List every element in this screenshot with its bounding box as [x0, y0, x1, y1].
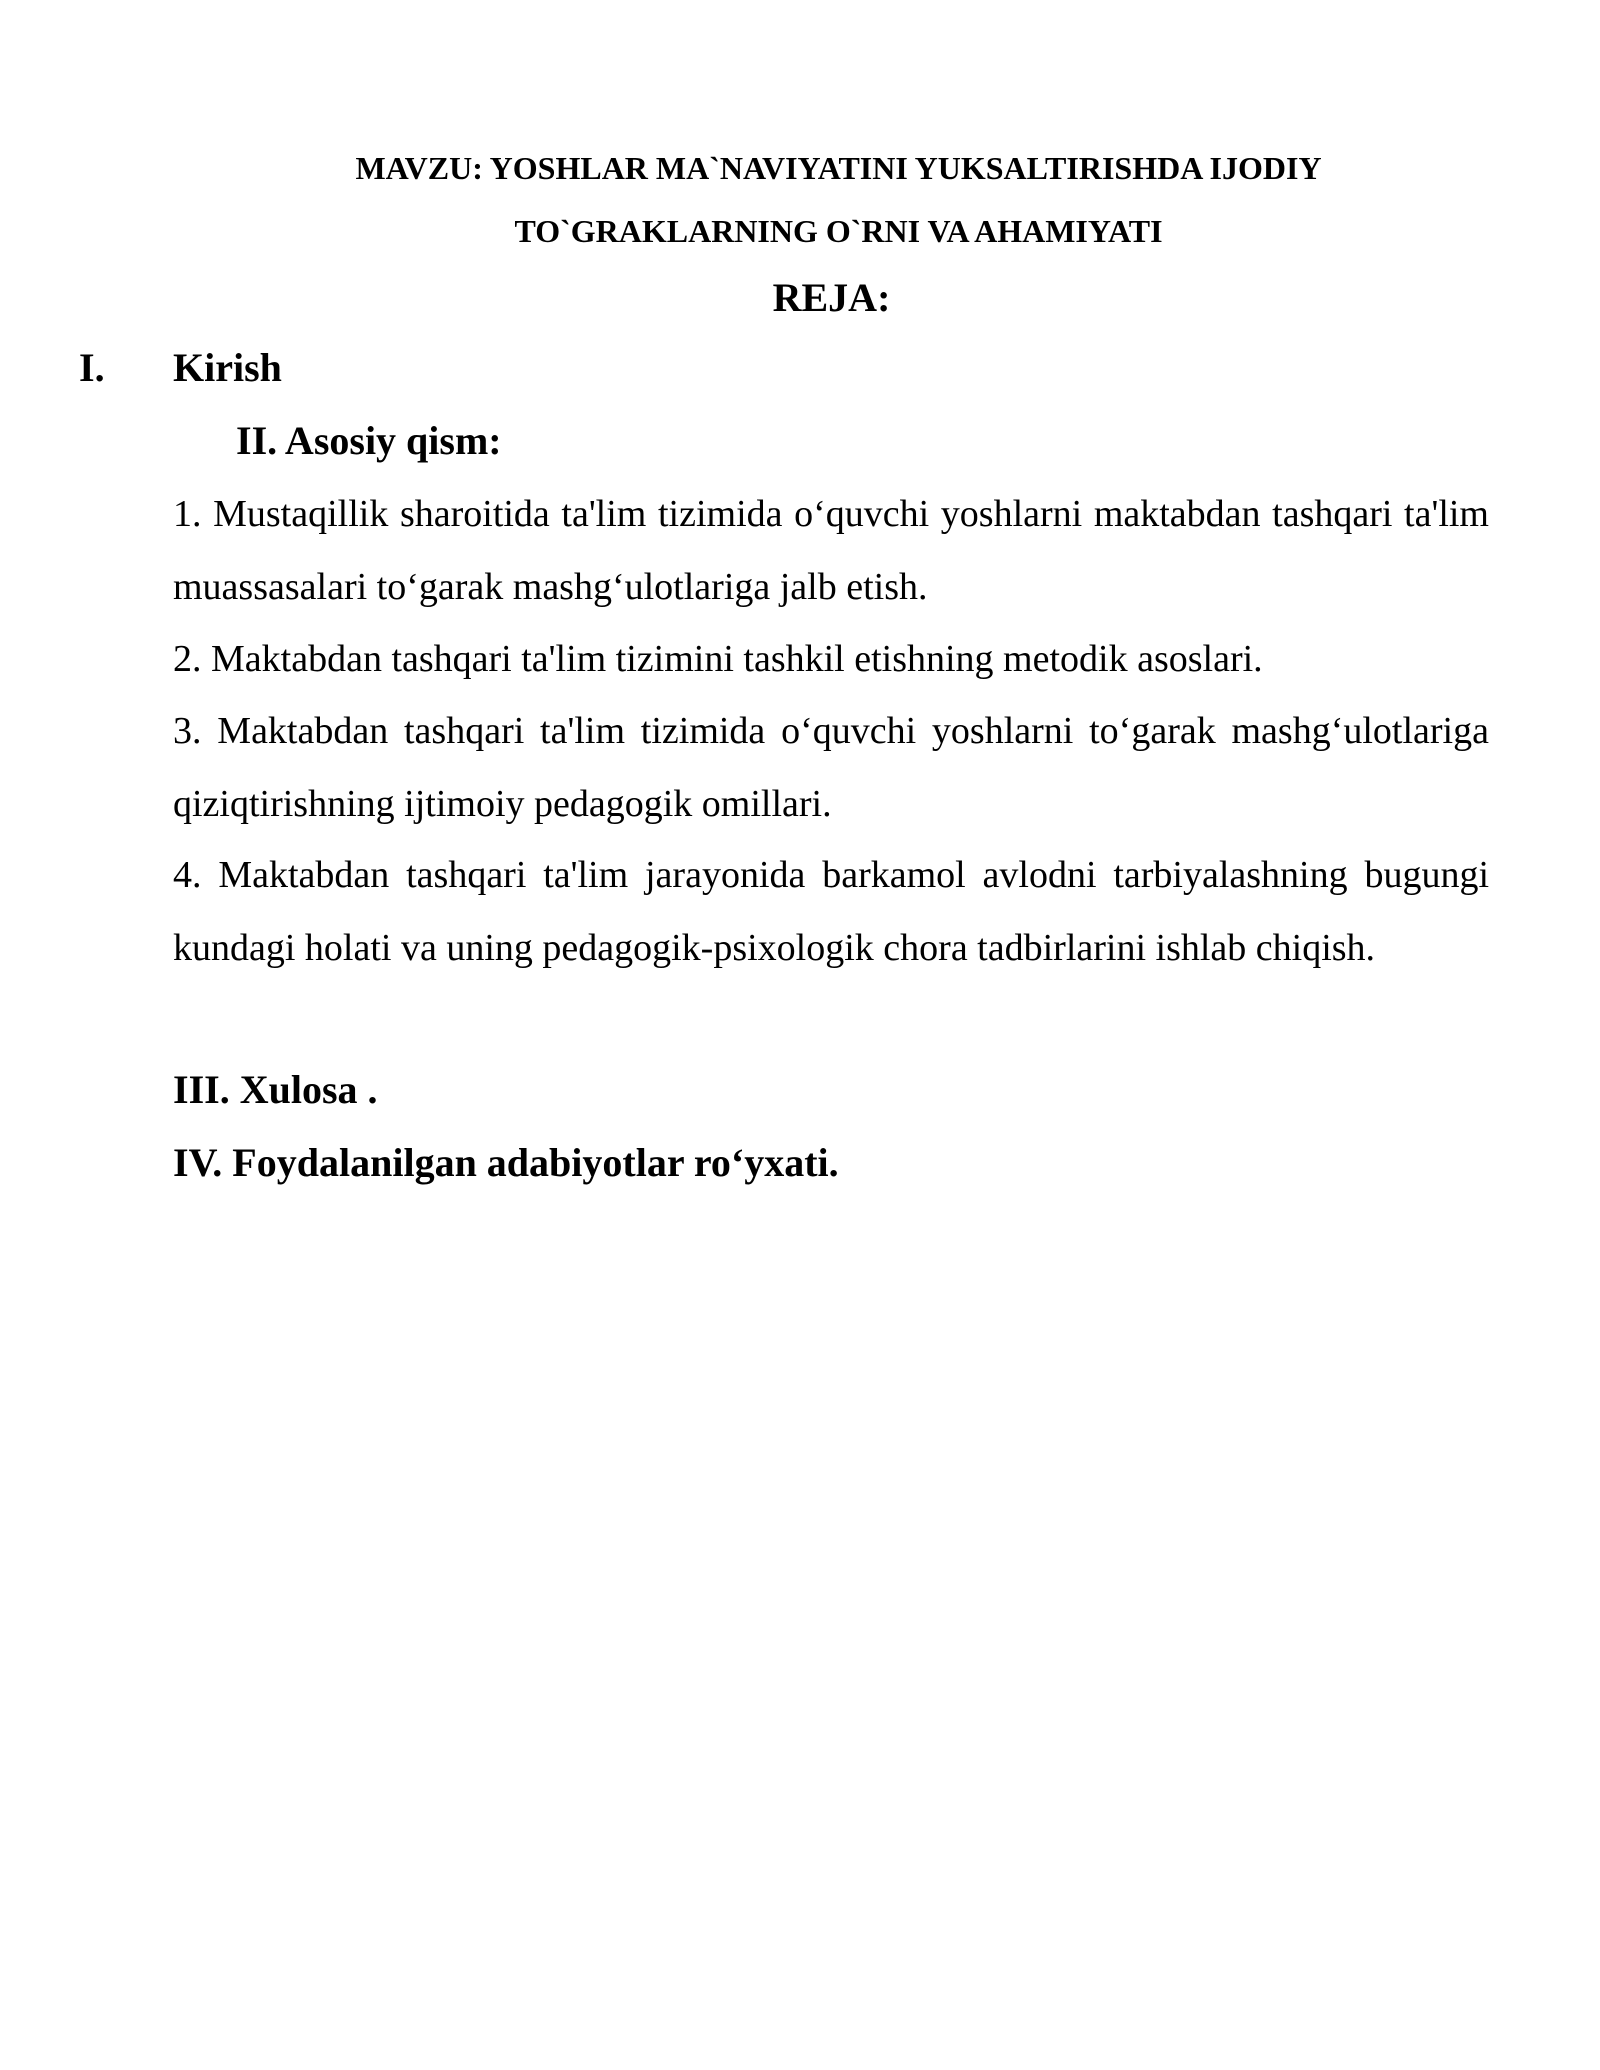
document-title-line-2: TO`GRAKLARNING O`RNI VA AHAMIYATI	[514, 213, 1163, 249]
section-1-numeral: I.	[79, 345, 105, 390]
plan-heading: REJA:	[772, 275, 891, 320]
plan-item-2: 2. Maktabdan tashqari ta'lim tizimini tashkil etishning metodik asoslari.	[173, 638, 1263, 680]
section-4-heading: IV. Foydalanilgan adabiyotlar ro‘yxati.	[173, 1140, 839, 1185]
section-3-heading: III. Xulosa .	[173, 1067, 378, 1112]
plan-item-4: 4. Maktabdan tashqari ta'lim jarayonida barkamol avlodni tarbiyalashning bugungi kundagi holati va uning pedagogik-psixologik chora tadbirlarini ishlab chiqish.	[173, 854, 1489, 969]
document-title-line-1: MAVZU: YOSHLAR MA`NAVIYATINI YUKSALTIRISHDA IJODIY	[355, 150, 1322, 186]
plan-item-1: 1. Mustaqillik sharoitida ta'lim tizimida o‘quvchi yoshlarni maktabdan tashqari ta'lim muassasalari to‘garak mashg‘ulotlariga jalb etish.	[173, 493, 1489, 608]
section-1-label: Kirish	[173, 345, 282, 390]
section-2-heading: II. Asosiy qism:	[236, 418, 502, 463]
plan-item-3: 3. Maktabdan tashqari ta'lim tizimida o‘quvchi yoshlarni to‘garak mashg‘ulotlariga qiziqtirishning ijtimoiy pedagogik omillari.	[173, 710, 1489, 825]
